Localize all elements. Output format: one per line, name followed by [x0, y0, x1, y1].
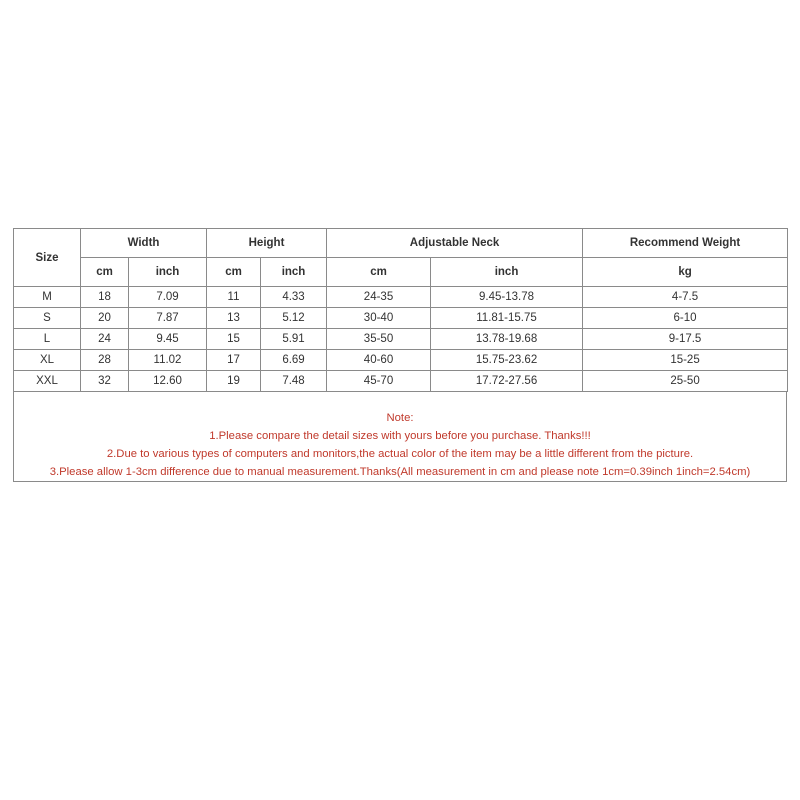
weight-header: Recommend Weight — [583, 229, 788, 258]
size-cell: M — [14, 287, 81, 308]
table-cell: 25-50 — [583, 371, 788, 392]
unit-header: cm — [327, 258, 431, 287]
table-cell: 11 — [207, 287, 261, 308]
table-cell: 12.60 — [129, 371, 207, 392]
unit-header: cm — [207, 258, 261, 287]
table-cell: 9.45 — [129, 329, 207, 350]
unit-header-row — [14, 258, 788, 287]
table-cell: 15.75-23.62 — [431, 350, 583, 371]
table-cell: 32 — [81, 371, 129, 392]
unit-header: cm — [81, 258, 129, 287]
table-cell: 4-7.5 — [583, 287, 788, 308]
unit-header: kg — [583, 258, 788, 287]
note-line: 1.Please compare the detail sizes with yours before you purchase. Thanks!!! — [209, 430, 591, 442]
size-cell: XXL — [14, 371, 81, 392]
table-cell: 6.69 — [261, 350, 327, 371]
height-header: Height — [207, 229, 327, 258]
table-cell: 6-10 — [583, 308, 788, 329]
table-row — [14, 308, 788, 329]
neck-header: Adjustable Neck — [327, 229, 583, 258]
table-cell: 28 — [81, 350, 129, 371]
table-cell: 13 — [207, 308, 261, 329]
table-cell: 7.09 — [129, 287, 207, 308]
table-cell: 35-50 — [327, 329, 431, 350]
note-line: 3.Please allow 1-3cm difference due to manual measurement.Thanks(All measurement in cm and please note 1cm=0.39inch 1inch=2.54cm) — [49, 466, 751, 478]
table-cell: 19 — [207, 371, 261, 392]
table-cell: 15-25 — [583, 350, 788, 371]
notes-title: Note: — [386, 412, 414, 424]
table-cell: 18 — [81, 287, 129, 308]
table-cell: 40-60 — [327, 350, 431, 371]
table-row — [14, 371, 788, 392]
table-cell: 11.02 — [129, 350, 207, 371]
size-cell: XL — [14, 350, 81, 371]
size-table — [13, 228, 788, 392]
table-cell: 11.81-15.75 — [431, 308, 583, 329]
unit-header: inch — [129, 258, 207, 287]
size-cell: S — [14, 308, 81, 329]
table-cell: 5.91 — [261, 329, 327, 350]
table-cell: 7.48 — [261, 371, 327, 392]
table-cell: 45-70 — [327, 371, 431, 392]
notes-box — [13, 392, 787, 482]
group-header-row — [14, 229, 788, 258]
unit-header: inch — [261, 258, 327, 287]
table-cell: 9-17.5 — [583, 329, 788, 350]
width-header: Width — [81, 229, 207, 258]
table-cell: 9.45-13.78 — [431, 287, 583, 308]
table-cell: 15 — [207, 329, 261, 350]
table-cell: 7.87 — [129, 308, 207, 329]
table-cell: 5.12 — [261, 308, 327, 329]
table-cell: 4.33 — [261, 287, 327, 308]
table-row — [14, 350, 788, 371]
table-cell: 30-40 — [327, 308, 431, 329]
table-cell: 17.72-27.56 — [431, 371, 583, 392]
table-cell: 20 — [81, 308, 129, 329]
table-cell: 24 — [81, 329, 129, 350]
table-row — [14, 329, 788, 350]
table-cell: 17 — [207, 350, 261, 371]
note-line: 2.Due to various types of computers and monitors,the actual color of the item may be a little different from the picture. — [106, 448, 694, 460]
table-cell: 13.78-19.68 — [431, 329, 583, 350]
table-cell: 24-35 — [327, 287, 431, 308]
unit-header: inch — [431, 258, 583, 287]
table-row — [14, 287, 788, 308]
size-chart — [13, 228, 787, 482]
size-cell: L — [14, 329, 81, 350]
size-header: Size — [14, 229, 81, 287]
